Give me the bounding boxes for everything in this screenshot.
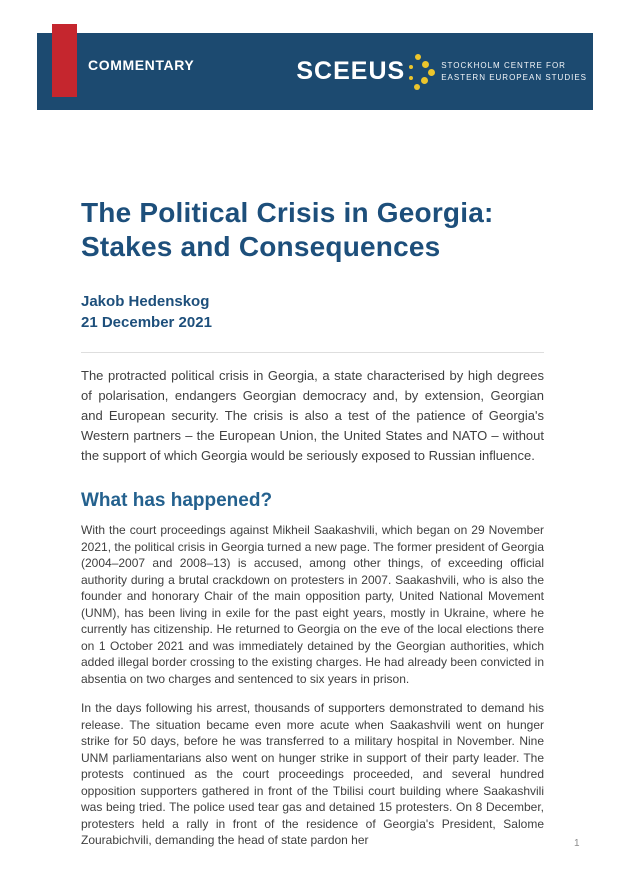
- body-paragraph-2: In the days following his arrest, thousands of supporters demonstrated to demand his release. The situation became even more acute when Saakashvili went on hunger strike for 50 days, before he was transferred to a military hospital in November. Nine UNM parliamentarians also went on hunger strike in support of their party leader. The protests continued as the court proceedings proceeded, and several hundred opposition supporters gathered in front of the Tbilisi court building where Saakashvili was being tried. The police used tear gas and detained 15 protesters. On 8 December, protesters held a rally in front of the residence of Georgia's President, Salome Zourabichvili, demanding the head of state pardon her: [81, 701, 544, 847]
- publication-date: 21 December 2021: [81, 314, 212, 331]
- kicker-label: COMMENTARY: [88, 57, 195, 73]
- page-title-line1: The Political Crisis in Georgia:: [81, 197, 494, 228]
- byline: [81, 291, 544, 333]
- sceeus-tagline-line1: STOCKHOLM CENTRE FOR: [441, 61, 566, 70]
- page-number: 1: [574, 838, 580, 849]
- page-title-line2: Stakes and Consequences: [81, 231, 441, 262]
- page-title: [81, 196, 544, 264]
- divider-line: [81, 352, 544, 353]
- red-accent-bar: [52, 24, 77, 97]
- body-paragraph-1: With the court proceedings against Mikheil Saakashvili, which began on 29 November 2021, the political crisis in Georgia turned a new page. The former president of Georgia (2004–2007 and 2008–13) is accused, among other things, of exceeding official authority during a brutal crackdown on protesters in 2007. Saakashvili, who is also the founder and honorary Chair of the main opposition party, United National Movement (UNM), has been living in exile for the past eight years, mostly in Ukraine, where he currently has citizenship. He returned to Georgia on the eve of the local elections there on 1 October 2021 and was immediately detained by the Georgian authorities, which added illegal border crossing to the existing charges. He had already been convicted in absentia on two charges and sentenced to six years in prison.: [81, 523, 544, 686]
- section-heading: What has happened?: [81, 490, 273, 511]
- sceeus-wordmark: SCEEUS: [296, 57, 406, 85]
- article-content: [81, 0, 544, 862]
- lead-paragraph: The protracted political crisis in Georgia, a state characterised by high degrees of polarisation, endangers Georgian democracy and, by extension, Georgian and European security. The crisis is also a test of the patience of Georgia's Western partners – the European Union, the United States and NATO – without the support of which Georgia would be seriously exposed to Russian influence.: [81, 368, 544, 463]
- author-name: Jakob Hedenskog: [81, 293, 210, 310]
- sceeus-tagline-line2: EASTERN EUROPEAN STUDIES: [441, 73, 587, 82]
